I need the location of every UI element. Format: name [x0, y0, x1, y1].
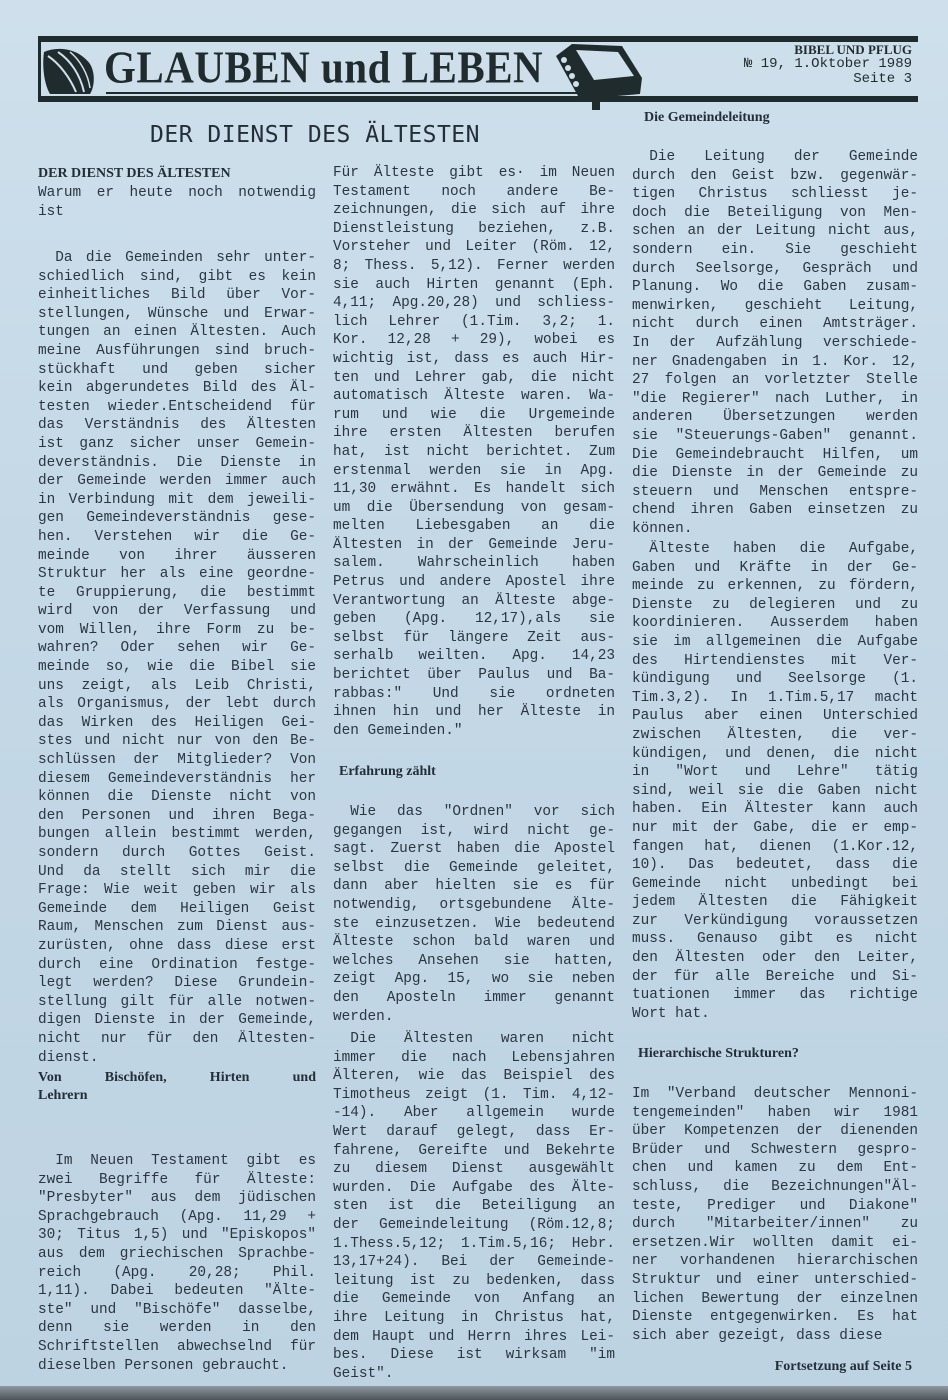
masthead-meta: [744, 42, 912, 87]
text-line: meinde so, wie die Bibel sie: [38, 659, 316, 676]
text-line: haben. Ein Ältester kann auch: [632, 801, 918, 818]
text-line: Da die Gemeinden sehr unter-: [55, 250, 316, 266]
text-line: schluss, die Bezeichnungen"Äl-: [632, 1178, 918, 1195]
text-line: der für alle Bereiche und Si-: [632, 968, 918, 985]
text-line: Brüder und Schwestern gespro-: [632, 1141, 918, 1158]
text-line: 13,17+24). Bei der Gemeinde-: [333, 1254, 615, 1271]
text-line: den Ältesten oder den Leiter,: [632, 950, 918, 967]
text-line: Struktur her als eine geordne-: [38, 566, 316, 583]
text-line: stellung gilt für alle notwen-: [38, 993, 316, 1010]
text-line: als Organismus, der lebt durch: [38, 696, 316, 713]
text-line: schlüssen der Mitglieder? Von: [38, 752, 316, 769]
text-line: erstenmal werden sie in Apg.: [333, 462, 615, 479]
text-line: deverständnis. Die Dienste in: [38, 454, 316, 471]
text-line: über Kompetenzen der dienenden: [632, 1123, 918, 1140]
text-line: sie auch Hirten genannt (Eph.: [333, 276, 615, 293]
text-line: Gemeinde nicht unbedingt bei: [632, 875, 918, 892]
text-line: testen wieder.Entscheidend für: [38, 398, 316, 415]
text-line: hen. Verstehen wir die Ge-: [38, 528, 316, 545]
text-line: zeigt Apg. 15, wo sie neben: [333, 971, 615, 988]
text-line: stes und nicht nur von den Be-: [38, 733, 316, 750]
masthead: [38, 36, 918, 108]
text-line: anderen Übersetzungen werden: [632, 409, 918, 426]
text-line: ersetzen.Wir wollten damit ei-: [632, 1234, 918, 1251]
paragraph: [333, 164, 615, 740]
text-line: reich (Apg. 20,28; Phil.: [38, 1264, 316, 1281]
text-line: ihre Leitung in Christus hat,: [333, 1309, 615, 1326]
paragraph: [38, 1152, 316, 1375]
text-line: In der Aufzählung verschiede-: [632, 334, 918, 351]
paragraph: [38, 249, 316, 1067]
text-line: nur mit der Gabe, die er emp-: [632, 819, 918, 836]
text-line: schen an der Leitung nicht aus,: [632, 223, 918, 240]
text-line: Älteren, wie das Beispiel des: [333, 1068, 615, 1085]
text-line: die Gemeinde von Anfang an: [333, 1291, 615, 1308]
text-line: Paulus aber einen Unterschied: [632, 708, 918, 725]
text-line: "die Regierer" nach Luther, in: [632, 390, 918, 407]
text-line: legt werden? Diese Grundein-: [38, 975, 316, 992]
text-line: durch den Geist bzw. gegenwär-: [632, 167, 918, 184]
book-icon: [550, 38, 650, 110]
text-line: meinde zu erkennen, zu fördern,: [632, 578, 918, 595]
text-line: hat, ist nicht berichtet. Zum: [333, 443, 615, 460]
text-line: serhalb weilten. Apg. 14,23: [333, 648, 615, 665]
text-line: Warum er heute noch notwendig: [38, 185, 316, 201]
text-line: Wie das "Ordnen" vor sich: [350, 804, 615, 820]
text-line: sondern durch Gottes Geist.: [38, 845, 316, 861]
text-line: denn sie werden in den: [38, 1320, 316, 1337]
text-line: den Personen und ihren Bega-: [38, 807, 316, 824]
text-line: teste, Prediger und Diakone": [632, 1197, 918, 1214]
text-line: können.: [632, 520, 693, 537]
text-line: ten und Lehrer gab, die nicht: [333, 369, 615, 386]
text-line: jedem Ältesten die Fähigkeit: [632, 894, 918, 911]
text-line: ist: [38, 203, 64, 220]
text-line: gen Gemeindeverständnis gese-: [38, 510, 316, 527]
text-line: chend ihren Gaben einsetzen zu: [632, 502, 918, 519]
text-line: dann aber hielten sie es für: [333, 878, 615, 895]
text-line: Verantwortung an Älteste abge-: [333, 592, 615, 609]
text-line: lichen Bewertung der einzelnen: [632, 1290, 918, 1307]
text-line: te Gruppierung, die bestimmt: [38, 584, 316, 601]
text-line: werden.: [333, 1008, 394, 1025]
text-line: Dienste entgegenwirken. Es hat: [632, 1309, 918, 1326]
text-line: uns zeigt, als Leib Christi,: [38, 677, 316, 694]
text-line: 30; Titus 1,5) und "Episkopos": [38, 1227, 316, 1244]
text-line: ihnen hin und her Älteste in: [333, 704, 615, 721]
issue-date: № 19, 1.Oktober 1989: [743, 56, 912, 72]
text-line: Gaben und Kräfte in der Ge-: [632, 559, 918, 576]
text-line: dem Haupt und Herrn ihres Lei-: [333, 1328, 615, 1345]
text-line: selbst die Gemeinde geleitet,: [333, 859, 615, 876]
text-line: kündigen, und denen, die nicht: [632, 745, 918, 762]
section-heading: [38, 1069, 316, 1105]
page-headline: DER DIENST DES ÄLTESTEN: [150, 122, 480, 148]
text-line: nicht nur für den Ältesten-: [38, 1030, 316, 1047]
article-title: DER DIENST DES ÄLTESTEN: [38, 166, 231, 181]
text-line: Die Ältesten waren nicht: [350, 1031, 615, 1047]
text-line: 1,11). Dabei bedeuten "Älte-: [38, 1283, 316, 1300]
heading-line: Von Bischöfen, Hirten und: [38, 1070, 316, 1085]
text-line: sagt. Zuerst haben die Apostel: [333, 841, 615, 858]
text-line: fangen hat, dienen (1.Kor.12,: [632, 838, 918, 855]
text-line: der Gemeindeleitung (Röm.12,8;: [333, 1216, 615, 1233]
text-line: kündigung und Seelsorge (1.: [632, 671, 918, 688]
text-line: Geist".: [333, 1365, 394, 1382]
text-line: muss. Genauso gibt es nicht: [632, 931, 918, 948]
text-line: sich aber gezeigt, dass diese: [632, 1327, 883, 1344]
masthead-bottom-rule: [38, 96, 918, 102]
text-line: Älteste haben die Aufgabe,: [649, 541, 918, 557]
text-line: menwirken, geschieht Leitung,: [632, 297, 918, 314]
text-line: -14). Aber allgemein wurde: [333, 1105, 615, 1122]
text-line: stückhaft und geben sicher: [38, 361, 316, 378]
text-line: zwischen Ältesten, die ver-: [632, 726, 918, 743]
text-line: in Verbindung mit dem jeweili-: [38, 491, 316, 508]
text-line: Wort hat.: [632, 1005, 710, 1022]
text-line: ste einzusetzen. Wie bedeutend: [333, 915, 615, 932]
text-line: Dienstleistung beziehen, z.B.: [333, 220, 615, 237]
text-line: sie im allgemeinen die Aufgabe: [632, 633, 918, 650]
text-line: tungen an einen Ältesten. Auch: [38, 324, 316, 341]
text-line: steuern und Menschen entspre-: [632, 483, 918, 500]
text-line: Schriftstellen abwechselnd für: [38, 1338, 316, 1355]
text-line: rum und wie die Urgemeinde: [333, 406, 615, 423]
text-line: Petrus und andere Apostel ihre: [333, 574, 615, 591]
text-line: Ältesten in der Gemeinde Jeru-: [333, 536, 615, 553]
text-line: sind, weil sie die Gaben nicht: [632, 782, 918, 799]
section-heading: Hierarchische Strukturen?: [638, 1046, 799, 1061]
page-number: Seite 3: [853, 71, 912, 87]
text-line: meinde von ihrer äusseren: [38, 547, 316, 564]
text-line: ist ganz sicher unser Gemein-: [38, 435, 316, 452]
text-line: selbst für längere Zeit aus-: [333, 629, 615, 646]
text-line: Planung. Wo die Gaben zusam-: [632, 279, 918, 296]
text-line: Gemeinde dem Heiligen Geist: [38, 900, 316, 917]
text-line: zwei Begriffe für Älteste:: [38, 1171, 316, 1188]
text-line: kein abgerundetes Bild des Äl-: [38, 380, 316, 397]
text-line: des Hirtendienstes mit Ver-: [632, 652, 918, 669]
text-line: Vorsteher und Leiter (Röm. 12,: [333, 239, 615, 256]
text-line: die Dienste in der Gemeinde zu: [632, 465, 918, 482]
text-line: durch eine Ordination festge-: [38, 956, 316, 973]
text-line: zeichnungen, die sich auf ihre: [333, 202, 615, 219]
text-line: diesem Gemeindeverständnis her: [38, 770, 316, 787]
masthead-title: GLAUBEN und LEBEN: [104, 41, 544, 93]
text-line: tuationen immer das richtige: [632, 987, 918, 1004]
text-line: 8; Thess. 5,12). Ferner werden: [333, 257, 615, 274]
text-line: chen und kamen zu dem Ent-: [632, 1160, 918, 1177]
section-heading: Die Gemeindeleitung: [644, 110, 770, 125]
paragraph: [333, 803, 615, 1026]
text-line: Sprachgebrauch (Apg. 11,29 +: [38, 1208, 316, 1225]
text-line: Älteste schon bald waren und: [333, 934, 615, 951]
text-line: Im Neuen Testament gibt es: [55, 1153, 316, 1169]
text-line: Timotheus zeigt (1. Tim. 4,12-: [333, 1086, 615, 1103]
text-line: nicht durch einen Amtsträger.: [632, 316, 918, 333]
heading-line: Lehrern: [38, 1088, 88, 1103]
text-line: Und da stellt sich mir die: [38, 863, 316, 880]
text-line: melten Liebesgaben an die: [333, 518, 615, 535]
text-line: den Gemeinden.": [333, 722, 463, 739]
paragraph: [333, 1030, 615, 1383]
text-line: tigen Christus schliesst je-: [632, 186, 918, 203]
text-line: Frage: Wie weit geben wir als: [38, 882, 316, 899]
text-line: Wert darauf gelegt, dass Er-: [333, 1123, 615, 1140]
text-line: Für Älteste gibt es· im Neuen: [333, 165, 615, 181]
text-line: sten ist die Beteiligung an: [333, 1198, 615, 1215]
text-line: Tim.3,2). In 1.Tim.5,17 macht: [632, 689, 918, 706]
text-line: lich Lehrer (1.Tim. 3,2; 1.: [333, 313, 615, 330]
text-line: doch die Beteiligung von Men-: [632, 204, 918, 221]
text-line: 4,11; Apg.20,28) und schliess-: [333, 295, 615, 312]
text-line: gegangen ist, wird nicht ge-: [333, 822, 615, 839]
text-line: 27 folgen an vorletzter Stelle: [632, 372, 918, 389]
text-line: sondern ein. Sie geschieht: [632, 241, 918, 258]
text-line: den Aposteln immer genannt: [333, 989, 615, 1006]
text-line: leitung ist zu bedenken, dass: [333, 1272, 615, 1289]
text-line: Die Leitung der Gemeinde: [649, 149, 918, 165]
text-line: tengemeinden" haben wir 1981: [632, 1104, 918, 1121]
text-line: das Wirken des Heiligen Gei-: [38, 714, 316, 731]
publication-name: BIBEL UND PFLUG: [794, 42, 912, 57]
text-line: bes. Diese ist wirksam "im: [333, 1347, 615, 1364]
text-line: durch "Mitarbeiter/innen" zu: [632, 1216, 918, 1233]
paragraph: [632, 148, 918, 538]
text-line: ihre ersten Ältesten berufen: [333, 425, 615, 442]
text-line: durch Seelsorge, Gespräch und: [632, 260, 918, 277]
text-line: notwendig, ortsgebundene Älte-: [333, 896, 615, 913]
text-line: rabbas:" Und sie ordneten: [333, 685, 615, 702]
text-line: Testament noch andere Be-: [333, 183, 615, 200]
text-line: können die Dienste nicht von: [38, 789, 316, 806]
paragraph: [632, 540, 918, 1023]
text-line: Kor. 12,28 + 29), wobei es: [333, 332, 615, 349]
text-line: um die Übersendung von gesam-: [333, 499, 615, 516]
text-line: fahrene, Gereifte und Bekehrte: [333, 1142, 615, 1159]
text-line: 1.Thess.5,12; 1.Tim.5,16; Hebr.: [333, 1235, 615, 1252]
text-line: vom Willen, ihre Form zu be-: [38, 621, 316, 638]
text-line: der Gemeinde werden immer auch: [38, 473, 316, 490]
text-line: dienst.: [38, 1049, 99, 1066]
text-line: das Verständnis des Ältesten: [38, 417, 316, 434]
text-line: stellungen, Wünsche und Erwar-: [38, 305, 316, 322]
text-line: 11,30 erwähnt. Es handelt sich: [333, 481, 615, 498]
text-line: wahren? Oder sehen wir Ge-: [38, 640, 316, 657]
text-line: salem. Wahrscheinlich haben: [333, 555, 615, 572]
text-line: bungen allein bestimmt werden,: [38, 826, 316, 843]
text-line: Die Gemeindebraucht Hilfen, um: [632, 446, 918, 463]
text-line: sie "Steuerungs-Gaben" genannt.: [632, 427, 918, 444]
text-line: in "Wort und Lehre" tätig: [632, 764, 918, 781]
continuation-note: Fortsetzung auf Seite 5: [774, 1359, 912, 1374]
leaf-icon: [40, 44, 98, 96]
text-line: schiedlich sind, gibt es kein: [38, 268, 316, 285]
text-line: 10). Das bedeutet, dass die: [632, 857, 918, 874]
text-line: welches Ansehen sie hatten,: [333, 952, 615, 969]
page-edge: [0, 1386, 948, 1400]
text-line: wichtig ist, dass es auch Hir-: [333, 350, 615, 367]
text-line: wird von der Verfassung und: [38, 603, 316, 620]
text-line: zur Verkündigung voraussetzen: [632, 912, 918, 929]
text-line: "Presbyter" aus dem jüdischen: [38, 1190, 316, 1207]
text-line: ner Gnadengaben in 1. Kor. 12,: [632, 353, 918, 370]
text-line: digen Dienste in der Gemeinde,: [38, 1012, 316, 1029]
paragraph: [632, 1085, 918, 1345]
text-line: automatisch Älteste waren. Wa-: [333, 388, 615, 405]
text-line: Im "Verband deutscher Mennoni-: [632, 1086, 918, 1102]
text-line: geben (Apg. 12,17),als sie: [333, 611, 615, 628]
text-line: dieselben Personen gebraucht.: [38, 1357, 289, 1374]
text-line: Dienste zu delegieren und zu: [632, 596, 918, 613]
text-line: Raum, Menschen zum Dienst aus-: [38, 919, 316, 936]
text-line: ner vorhandenen hierarchischen: [632, 1253, 918, 1270]
text-line: zu diesem Dienst ausgewählt: [333, 1161, 615, 1178]
text-line: koordinieren. Ausserdem haben: [632, 615, 918, 632]
text-line: wurden. Die Aufgabe des Älte-: [333, 1179, 615, 1196]
text-line: aus dem griechischen Sprachbe-: [38, 1245, 316, 1262]
text-line: zurüsten, ohne dass diese erst: [38, 937, 316, 954]
text-line: berichtet über Paulus und Ba-: [333, 667, 615, 684]
text-line: einheitliches Bild über Vor-: [38, 287, 316, 304]
text-line: immer die nach Lebensjahren: [333, 1049, 615, 1066]
text-line: Struktur und einer unterschied-: [632, 1271, 918, 1288]
text-line: ste" und "Bischöfe" dasselbe,: [38, 1301, 316, 1318]
article-subtitle: [38, 184, 316, 221]
text-line: meine Ausführungen sind bruch-: [38, 342, 316, 359]
section-heading: Erfahrung zählt: [339, 764, 436, 779]
